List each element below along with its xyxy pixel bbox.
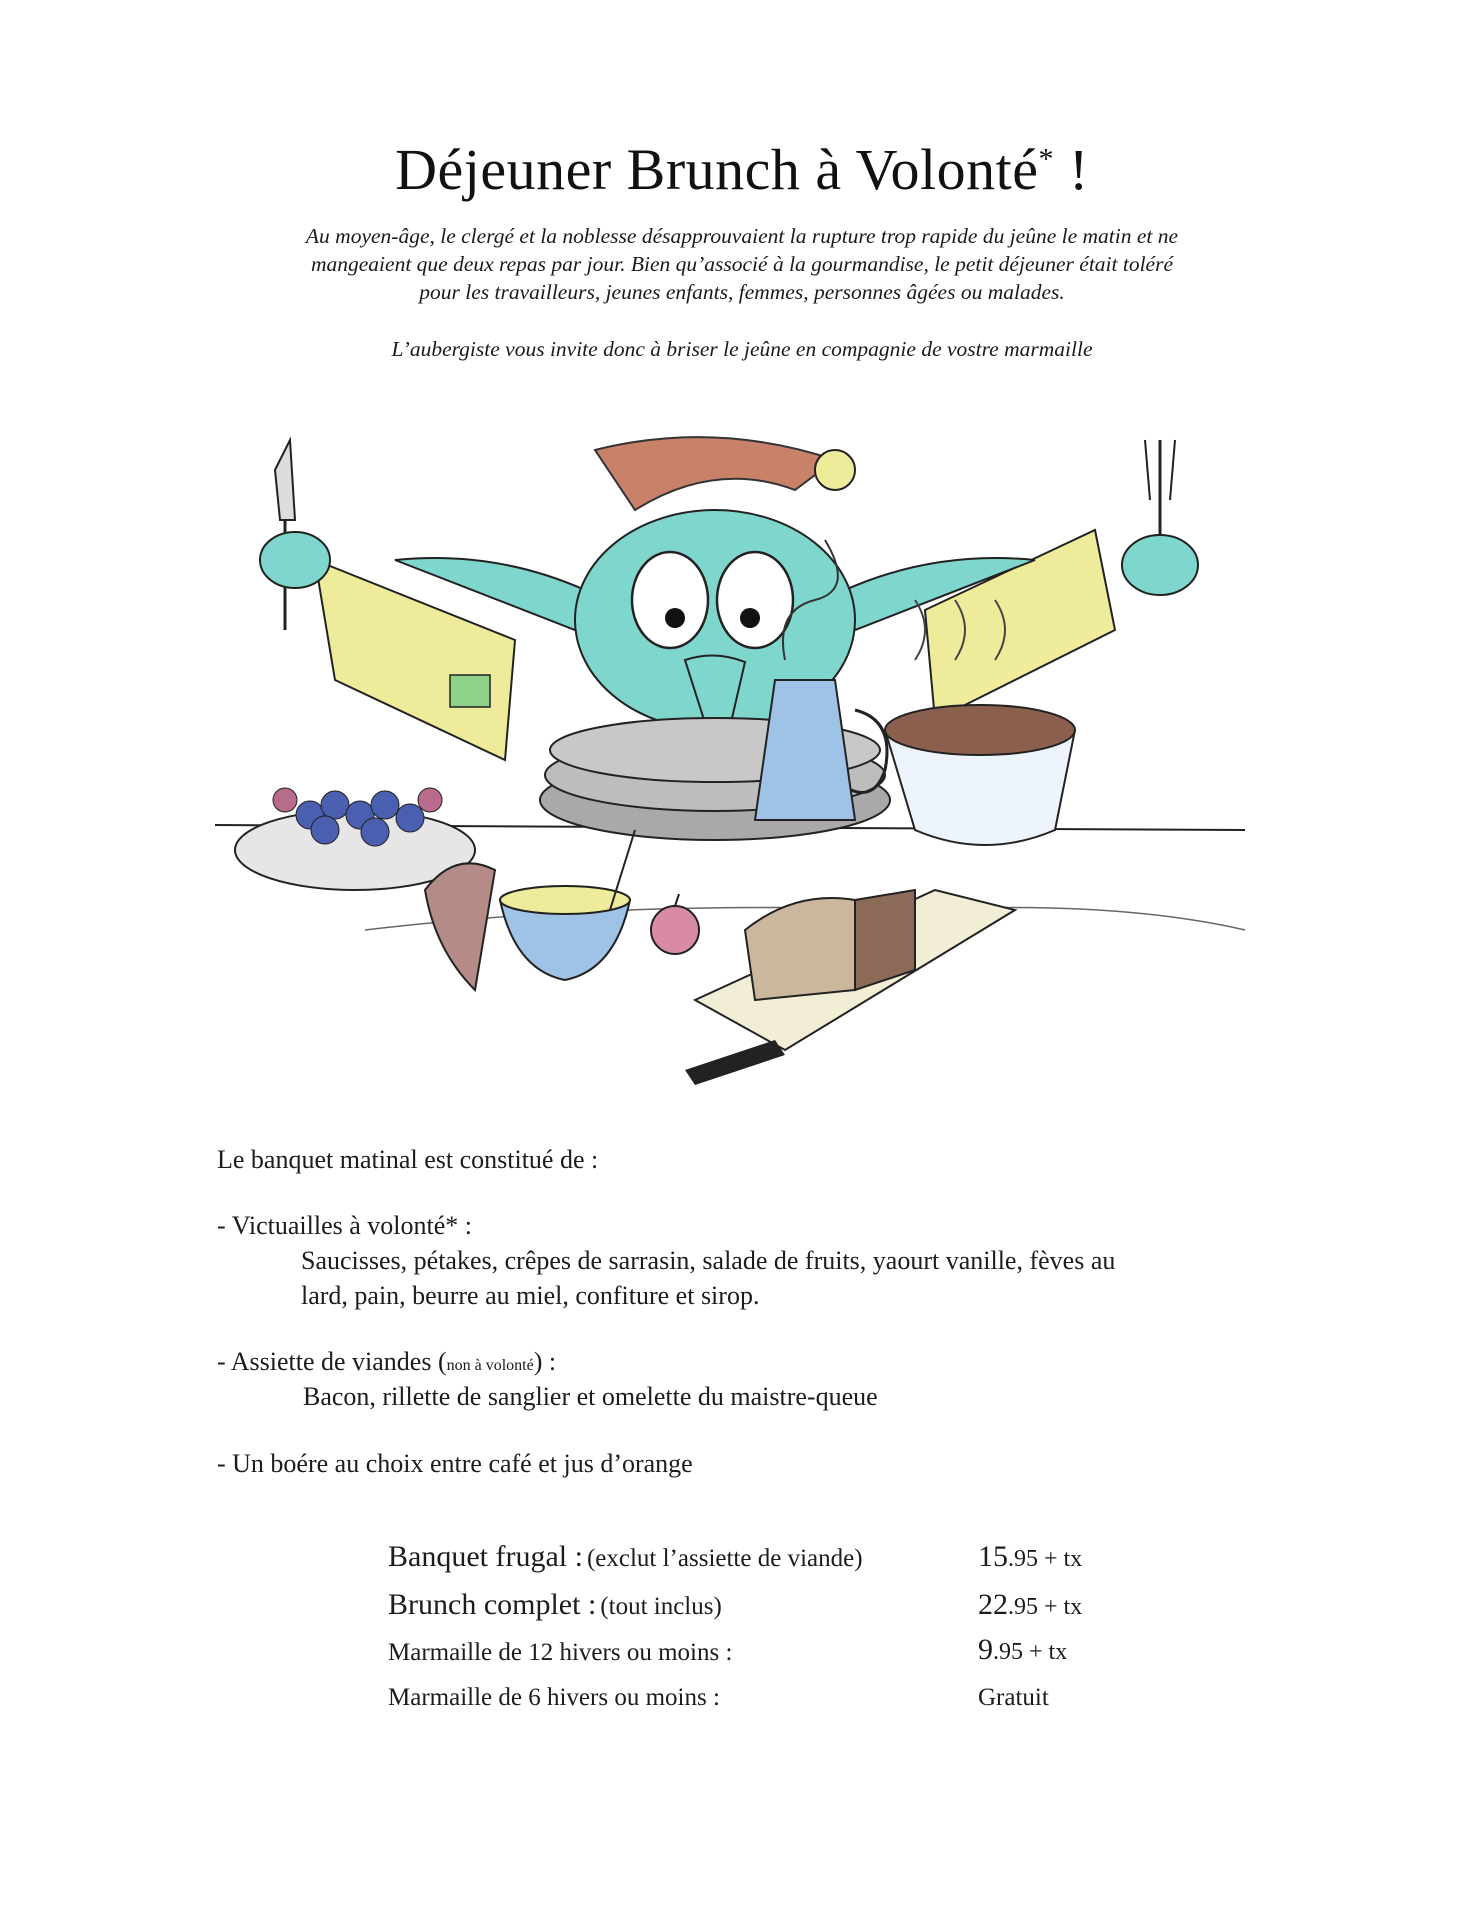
victuailles-line-1: Saucisses, pétakes, crêpes de sarrasin, salade de fruits, yaourt vanille, fèves au: [301, 1246, 1116, 1275]
viandes-label: [217, 1347, 556, 1377]
banquet-heading: Le banquet matinal est constitué de :: [217, 1145, 599, 1174]
intro-line-1: Au moyen-âge, le clergé et la noblesse désapprouvaient la rupture trop rapide du jeûne le matin et ne: [305, 224, 1179, 248]
intro-line-2: mangeaient que deux repas par jour. Bien qu’associé à la gourmandise, le petit déjeuner était toléré: [310, 252, 1174, 276]
price-row: [388, 1528, 1148, 1574]
intro-paragraph: [190, 222, 1294, 306]
invite-line: L’aubergiste vous invite donc à briser le jeûne en compagnie de vostre marmaille: [391, 337, 1093, 361]
price-label: Brunch complet : (tout inclus): [388, 1588, 722, 1621]
price-value: 15.95 + tx: [978, 1540, 1083, 1573]
price-label: Marmaille de 12 hivers ou moins :: [388, 1639, 733, 1666]
price-value: 9.95 + tx: [978, 1633, 1068, 1666]
intro-line-3: pour les travailleurs, jeunes enfants, femmes, personnes âgées ou malades.: [419, 280, 1065, 304]
viandes-label-end: ) :: [533, 1347, 557, 1376]
knife-hand: [260, 440, 330, 630]
title-exclamation: !: [1069, 137, 1089, 202]
title-asterisk: *: [1038, 142, 1055, 176]
victuailles-label: - Victuailles à volonté* :: [217, 1211, 473, 1240]
price-label: Marmaille de 6 hivers ou moins :: [388, 1684, 720, 1711]
viandes-label-note: non à volonté: [446, 1357, 534, 1374]
page-title: [0, 136, 1484, 203]
price-value: Gratuit: [978, 1684, 1049, 1711]
price-row: [388, 1666, 1148, 1712]
goblin-feast-illustration: [215, 430, 1265, 1130]
price-value: 22.95 + tx: [978, 1588, 1083, 1621]
price-row: [388, 1576, 1148, 1622]
title-text: Déjeuner Brunch à Volonté: [395, 137, 1039, 202]
viandes-line: Bacon, rillette de sanglier et omelette du maistre-queue: [303, 1382, 878, 1411]
price-label: Banquet frugal : (exclut l’assiette de viande): [388, 1540, 863, 1573]
price-row: [388, 1621, 1148, 1667]
yogurt-bowl: [500, 830, 635, 980]
boere-line: - Un boére au choix entre café et jus d’orange: [217, 1449, 693, 1478]
viandes-label-start: - Assiette de viandes (: [217, 1347, 447, 1376]
apple: [651, 894, 699, 954]
sausages: [425, 863, 495, 990]
fork-hand: [1122, 440, 1198, 595]
victuailles-line-2: lard, pain, beurre au miel, confiture et sirop.: [301, 1281, 760, 1310]
bread-board: [685, 890, 1015, 1085]
